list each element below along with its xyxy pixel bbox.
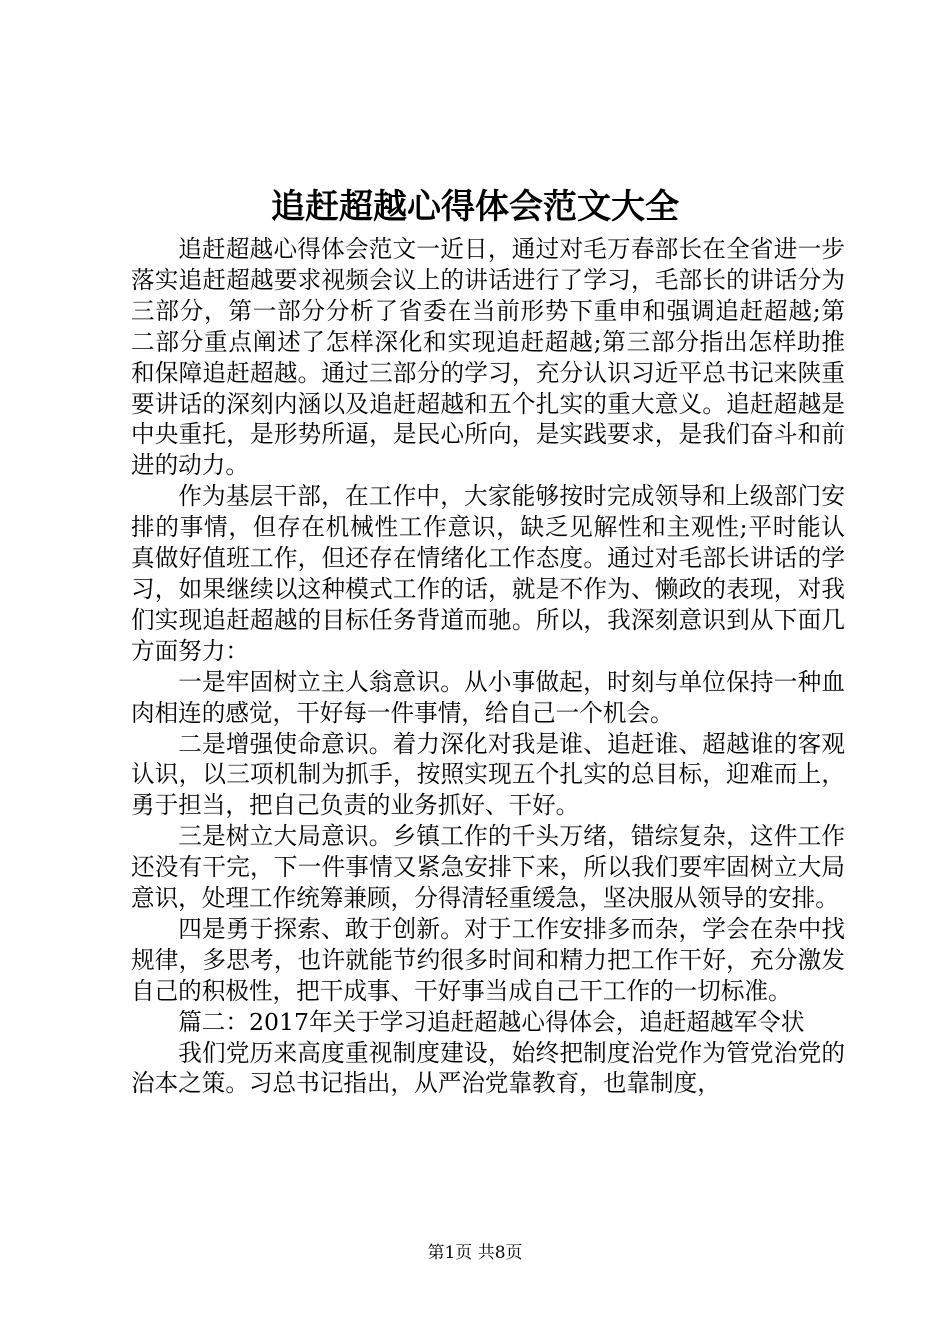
paragraph-point-three: 三是树立大局意识。乡镇工作的千头万绪，错综复杂，这件工作还没有干完，下一件事情又紧急安排下来，所以我们要牢固树立大局意识，处理工作统筹兼顾，分得清轻重缓急，坚决服从领导的安排。 xyxy=(131,822,845,913)
paragraph-point-two: 二是增强使命意识。着力深化对我是谁、追赶谁、超越谁的客观认识，以三项机制为抓手，按照实现五个扎实的总目标，迎难而上，勇于担当，把自己负责的业务抓好、干好。 xyxy=(131,729,845,820)
paragraph-intro: 追赶超越心得体会范文一近日，通过对毛万春部长在全省进一步落实追赶超越要求视频会议上的讲话进行了学习，毛部长的讲话分为三部分，第一部分分析了省委在当前形势下重申和强调追赶超越;第二部分重点阐述了怎样深化和实现追赶超越;第三部分指出怎样助推和保障追赶超越。通过三部分的学习，充分认识习近平总书记来陕重要讲话的深刻内涵以及追赶超越和五个扎实的重大意义。追赶超越是中央重托，是形势所逼，是民心所向，是实践要求，是我们奋斗和前进的动力。 xyxy=(131,235,845,480)
document-title: 追赶超越心得体会范文大全 xyxy=(271,187,679,227)
paragraph-point-four: 四是勇于探索、敢于创新。对于工作安排多而杂，学会在杂中找规律，多思考，也许就能节约很多时间和精力把工作干好，充分激发自己的积极性，把干成事、干好事当成自己干工作的一切标准。 xyxy=(131,914,845,1005)
section-heading-part-two: 篇二：2017年关于学习追赶超越心得体会，追赶超越军令状 xyxy=(178,1007,805,1036)
document-body xyxy=(131,234,845,1099)
paragraph-part-two-intro: 我们党历来高度重视制度建设，始终把制度治党作为管党治党的治本之策。习总书记指出，从严治党靠教育，也靠制度， xyxy=(131,1038,845,1098)
paragraph-point-one: 一是牢固树立主人翁意识。从小事做起，时刻与单位保持一种血肉相连的感觉，干好每一件事情，给自己一个机会。 xyxy=(131,667,845,727)
page-number-footer: 第1页 共8页 xyxy=(427,1243,523,1263)
paragraph-reflection: 作为基层干部，在工作中，大家能够按时完成领导和上级部门安排的事情，但存在机械性工作意识，缺乏见解性和主观性;平时能认真做好值班工作，但还存在情绪化工作态度。通过对毛部长讲话的学习，如果继续以这种模式工作的话，就是不作为、懒政的表现，对我们实现追赶超越的目标任务背道而驰。所以，我深刻意识到从下面几方面努力： xyxy=(131,482,845,665)
